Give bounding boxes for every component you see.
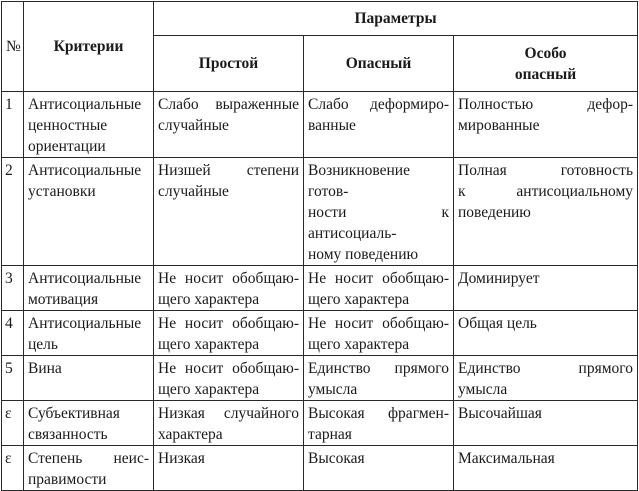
cell-line: Полная готовность — [458, 162, 634, 179]
cell-line: ванные — [308, 117, 356, 134]
cell-line: правимости — [28, 471, 107, 488]
header-simple: Простой — [154, 36, 304, 92]
cell-line: Антисоциальные — [28, 270, 142, 287]
cell-simple — [154, 266, 304, 311]
header-num: № — [2, 2, 24, 92]
row-number: 1 — [2, 92, 24, 158]
cell-line: щего характера — [308, 291, 410, 308]
cell-line: Не носит обобщаю- — [158, 270, 299, 287]
cell-line: Не носит обобщаю- — [308, 315, 449, 332]
cell-line: случайные — [158, 183, 229, 200]
row-number: 4 — [2, 311, 24, 356]
cell-line: ориентации — [28, 138, 106, 155]
cell-simple — [154, 356, 304, 401]
cell-line: Единство прямого — [308, 360, 449, 377]
cell-dangerous — [304, 401, 454, 446]
cell-line: Слабо выраженные — [158, 96, 299, 113]
criteria-table — [1, 1, 638, 491]
cell-criterion — [24, 266, 154, 311]
cell-line: Низкая случайного — [158, 405, 299, 422]
cell-dangerous — [304, 356, 454, 401]
cell-line: к антисоциальному — [458, 183, 634, 200]
cell-line: Общая цель — [458, 315, 537, 332]
cell-line: ценностные — [28, 117, 108, 134]
table-row — [2, 446, 638, 491]
cell-line: связанность — [28, 426, 108, 443]
cell-line: цель — [28, 336, 58, 353]
table-row — [2, 356, 638, 401]
cell-line: Не носит обобщаю- — [158, 315, 299, 332]
cell-criterion — [24, 92, 154, 158]
cell-line: Высокая фрагмен- — [308, 405, 449, 422]
table-row — [2, 401, 638, 446]
cell-simple — [154, 92, 304, 158]
cell-criterion — [24, 311, 154, 356]
cell-line: Доминирует — [458, 270, 540, 287]
table-row — [2, 266, 638, 311]
cell-line: щего характера — [158, 291, 260, 308]
cell-line: щего характера — [308, 336, 410, 353]
cell-dangerous — [304, 158, 454, 266]
cell-line: Вина — [28, 360, 62, 377]
cell-especially — [454, 92, 638, 158]
cell-especially — [454, 266, 638, 311]
cell-criterion — [24, 356, 154, 401]
row-number: ε — [2, 401, 24, 446]
cell-dangerous — [304, 311, 454, 356]
cell-simple — [154, 446, 304, 491]
cell-especially — [454, 311, 638, 356]
table-body — [2, 92, 638, 491]
cell-line: случайные — [158, 117, 229, 134]
cell-simple — [154, 401, 304, 446]
cell-line: Низкая — [158, 450, 205, 467]
cell-simple — [154, 158, 304, 266]
cell-line: Антисоциальные — [28, 162, 142, 179]
cell-line: Антисоциальные — [28, 96, 142, 113]
row-number: 5 — [2, 356, 24, 401]
cell-line: щего характера — [158, 381, 260, 398]
cell-dangerous — [304, 446, 454, 491]
cell-especially — [454, 401, 638, 446]
cell-line: Слабо деформиро- — [308, 96, 449, 113]
row-number: 3 — [2, 266, 24, 311]
cell-dangerous — [304, 266, 454, 311]
cell-line: Антисоциальные — [28, 315, 142, 332]
cell-criterion — [24, 446, 154, 491]
cell-line: Не носит обобщаю- — [308, 270, 449, 287]
cell-line: Высочайшая — [458, 405, 542, 422]
cell-line: умысла — [308, 381, 358, 398]
table-row — [2, 92, 638, 158]
header-especially — [454, 36, 638, 92]
cell-line: ности к антисоциаль- — [308, 204, 449, 242]
cell-line: щего характера — [158, 336, 260, 353]
cell-line: Низшей степени — [158, 162, 299, 179]
cell-line: установки — [28, 183, 96, 200]
row-number: ε — [2, 446, 24, 491]
table-row — [2, 158, 638, 266]
cell-especially — [454, 356, 638, 401]
header-especially-line1: Особо — [524, 44, 567, 62]
cell-line: Возникновение готов- — [308, 162, 410, 200]
cell-especially — [454, 446, 638, 491]
cell-dangerous — [304, 92, 454, 158]
header-dangerous: Опасный — [304, 36, 454, 92]
cell-line: Высокая — [308, 450, 365, 467]
cell-line: Не носит обобщаю- — [158, 360, 299, 377]
cell-line: Степень неис- — [28, 450, 149, 467]
cell-criterion — [24, 158, 154, 266]
cell-line: мотивация — [28, 291, 99, 308]
cell-simple — [154, 311, 304, 356]
cell-line: поведению — [458, 204, 531, 221]
cell-line: характера — [158, 426, 223, 443]
row-number: 2 — [2, 158, 24, 266]
header-especially-line2: опасный — [514, 65, 577, 83]
cell-line: умысла — [458, 381, 508, 398]
cell-especially — [454, 158, 638, 266]
cell-line: тарная — [308, 426, 352, 443]
cell-criterion — [24, 401, 154, 446]
cell-line: Единство прямого — [458, 360, 634, 377]
cell-line: мированные — [458, 117, 540, 134]
table-row — [2, 311, 638, 356]
cell-line: Субъективная — [28, 405, 120, 422]
cell-line: Полностью дефор- — [458, 96, 634, 113]
header-params: Параметры — [154, 2, 638, 36]
cell-line: Максимальная — [458, 450, 555, 467]
cell-line: ному поведению — [308, 246, 419, 263]
header-criteria: Критерии — [24, 2, 154, 92]
